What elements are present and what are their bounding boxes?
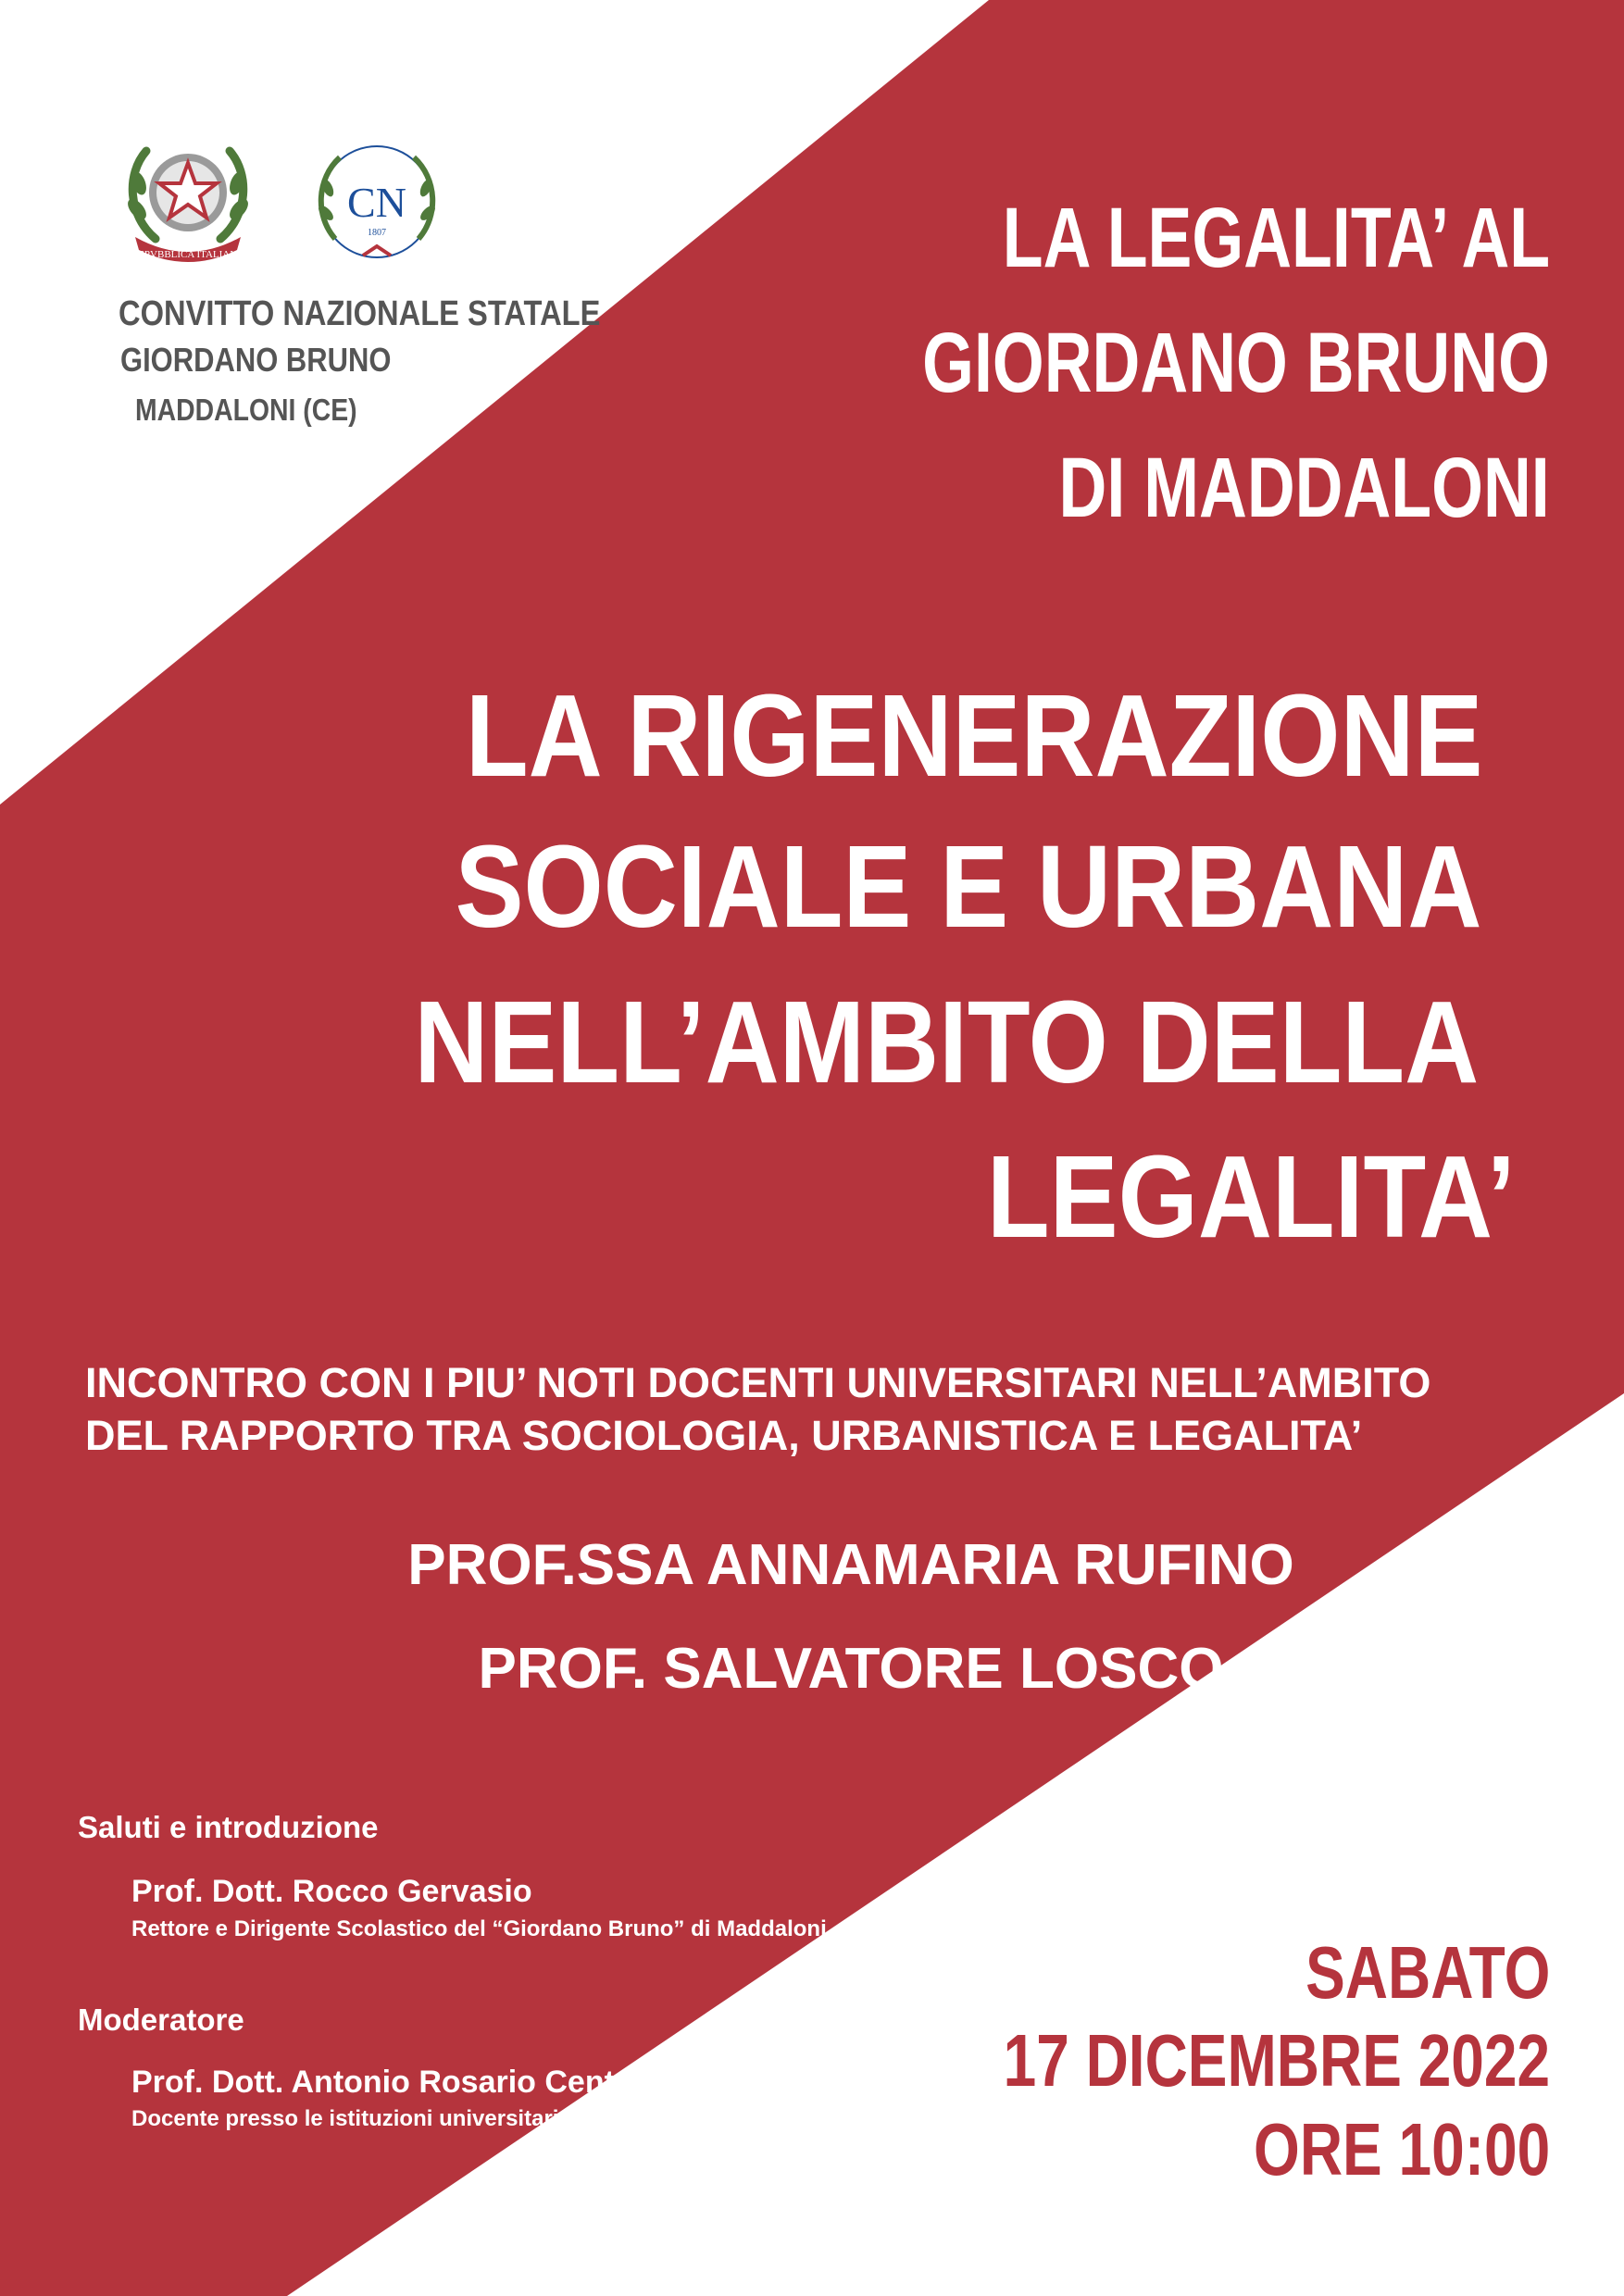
header-line-2: GIORDANO BRUNO: [922, 316, 1550, 410]
event-date: 17 DICEMBRE 2022: [1003, 2019, 1550, 2102]
speaker-1: PROF.SSA ANNAMARIA RUFINO: [407, 1533, 1294, 1597]
moderator-role: Docente presso le istituzioni universitarie e scolastiche: [131, 2106, 718, 2131]
header-line-3: DI MADDALONI: [1058, 441, 1550, 535]
subtitle-line-2: DEL RAPPORTO TRA SOCIOLOGIA, URBANISTICA E LEGALITA’: [85, 1412, 1363, 1459]
moderator-name: Prof. Dott. Antonio Rosario Centore: [131, 2065, 664, 2100]
event-time: ORE 10:00: [1253, 2108, 1550, 2190]
emblem-of-italy-icon: [119, 128, 257, 265]
convitto-monogram: CN: [347, 179, 406, 226]
subtitle-line-1: INCONTRO CON I PIU’ NOTI DOCENTI UNIVERSITARI NELL’AMBITO: [85, 1359, 1431, 1406]
convitto-year: 1807: [368, 228, 386, 238]
title-line-4: LEGALITA’: [987, 1131, 1517, 1262]
school-name-line-2: GIORDANO BRUNO: [120, 341, 392, 379]
school-location: MADDALONI (CE): [135, 393, 357, 427]
speaker-2: PROF. SALVATORE LOSCO: [478, 1637, 1224, 1701]
school-name-line-1: CONVITTO NAZIONALE STATALE: [119, 294, 601, 333]
title-line-3: NELL’AMBITO DELLA: [414, 977, 1480, 1107]
moderator-heading: Moderatore: [78, 2003, 244, 2037]
greetings-heading: Saluti e introduzione: [78, 1810, 379, 1844]
convitto-crest-icon: [298, 137, 456, 271]
greetings-role: Rettore e Dirigente Scolastico del “Giordano Bruno” di Maddaloni: [131, 1916, 827, 1941]
title-line-1: LA RIGENERAZIONE: [465, 670, 1483, 801]
event-day: SABATO: [1305, 1931, 1550, 2014]
header-line-1: LA LEGALITA’ AL: [1002, 191, 1550, 285]
emblem-ribbon-text: REPVBBLICA ITALIANA: [131, 249, 245, 260]
title-line-2: SOCIALE E URBANA: [455, 821, 1482, 952]
greetings-name: Prof. Dott. Rocco Gervasio: [131, 1874, 532, 1909]
